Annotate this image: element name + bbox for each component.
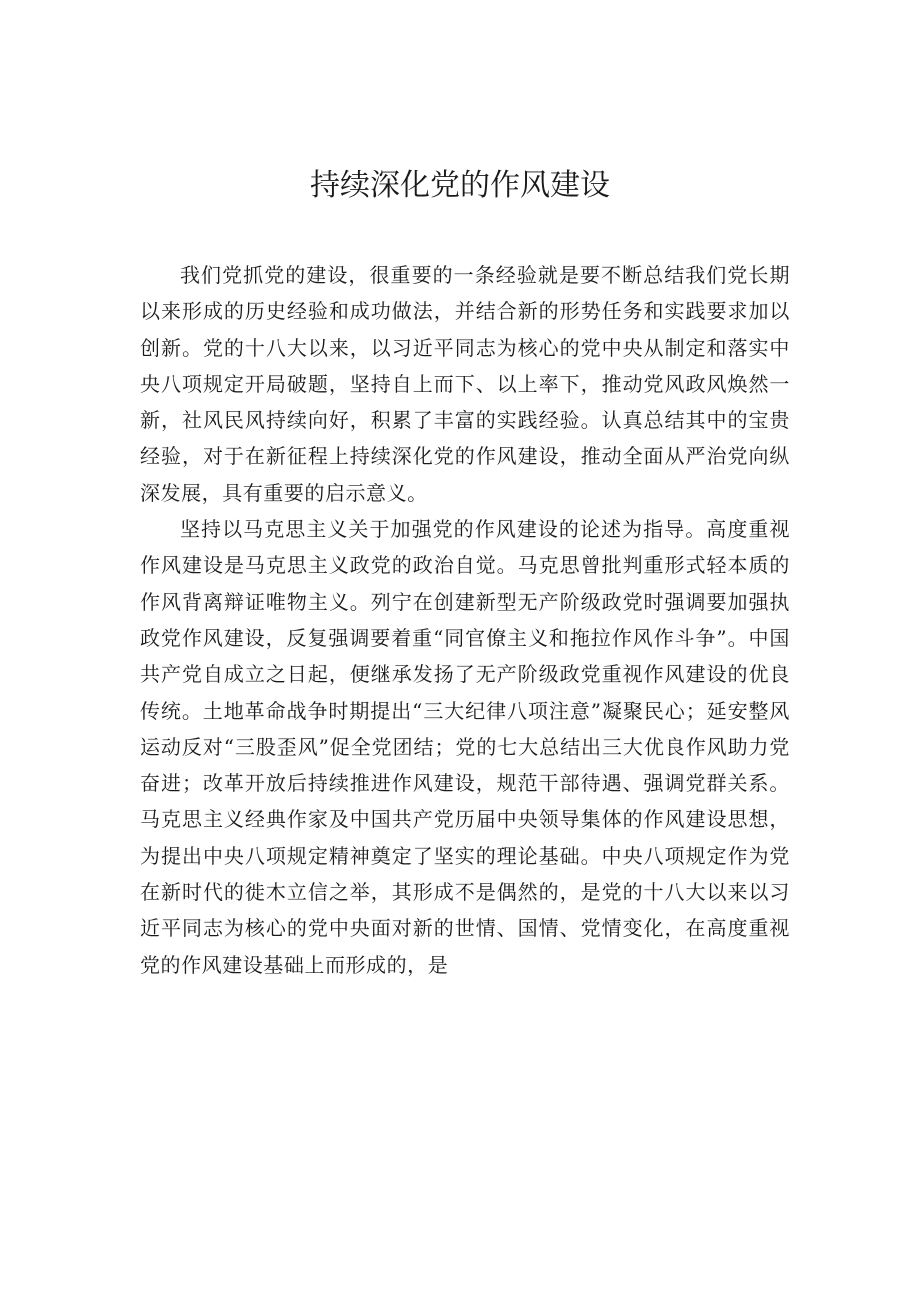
document-body (140, 257, 790, 983)
paragraph-2: 坚持以马克思主义关于加强党的作风建设的论述为指导。高度重视作风建设是马克思主义政党的政治自觉。马克思曾批判重形式轻本质的作风背离辩证唯物主义。列宁在创建新型无产阶级政党时强调要加强执政党作风建设，反复强调要着重“同官僚主义和拖拉作风作斗争”。中国共产党自成立之日起，便继承发扬了无产阶级政党重视作风建设的优良传统。土地革命战争时期提出“三大纪律八项注意”凝聚民心；延安整风运动反对“三股歪风”促全党团结；党的七大总结出三大优良作风助力党奋进；改革开放后持续推进作风建设，规范干部待遇、强调党群关系。马克思主义经典作家及中国共产党历届中央领导集体的作风建设思想，为提出中央八项规定精神奠定了坚实的理论基础。中央八项规定作为党在新时代的徙木立信之举，其形成不是偶然的，是党的十八大以来以习近平同志为核心的党中央面对新的世情、国情、党情变化，在高度重视党的作风建设基础上而形成的，是 (140, 517, 790, 977)
paragraph-1: 我们党抓党的建设，很重要的一条经验就是要不断总结我们党长期以来形成的历史经验和成功做法，并结合新的形势任务和实践要求加以创新。党的十八大以来，以习近平同志为核心的党中央从制定和落实中央八项规定开局破题，坚持自上而下、以上率下，推动党风政风焕然一新，社风民风持续向好，积累了丰富的实践经验。认真总结其中的宝贵经验，对于在新征程上持续深化党的作风建设，推动全面从严治党向纵深发展，具有重要的启示意义。 (140, 263, 790, 505)
document-title: 持续深化党的作风建设 (310, 168, 610, 203)
